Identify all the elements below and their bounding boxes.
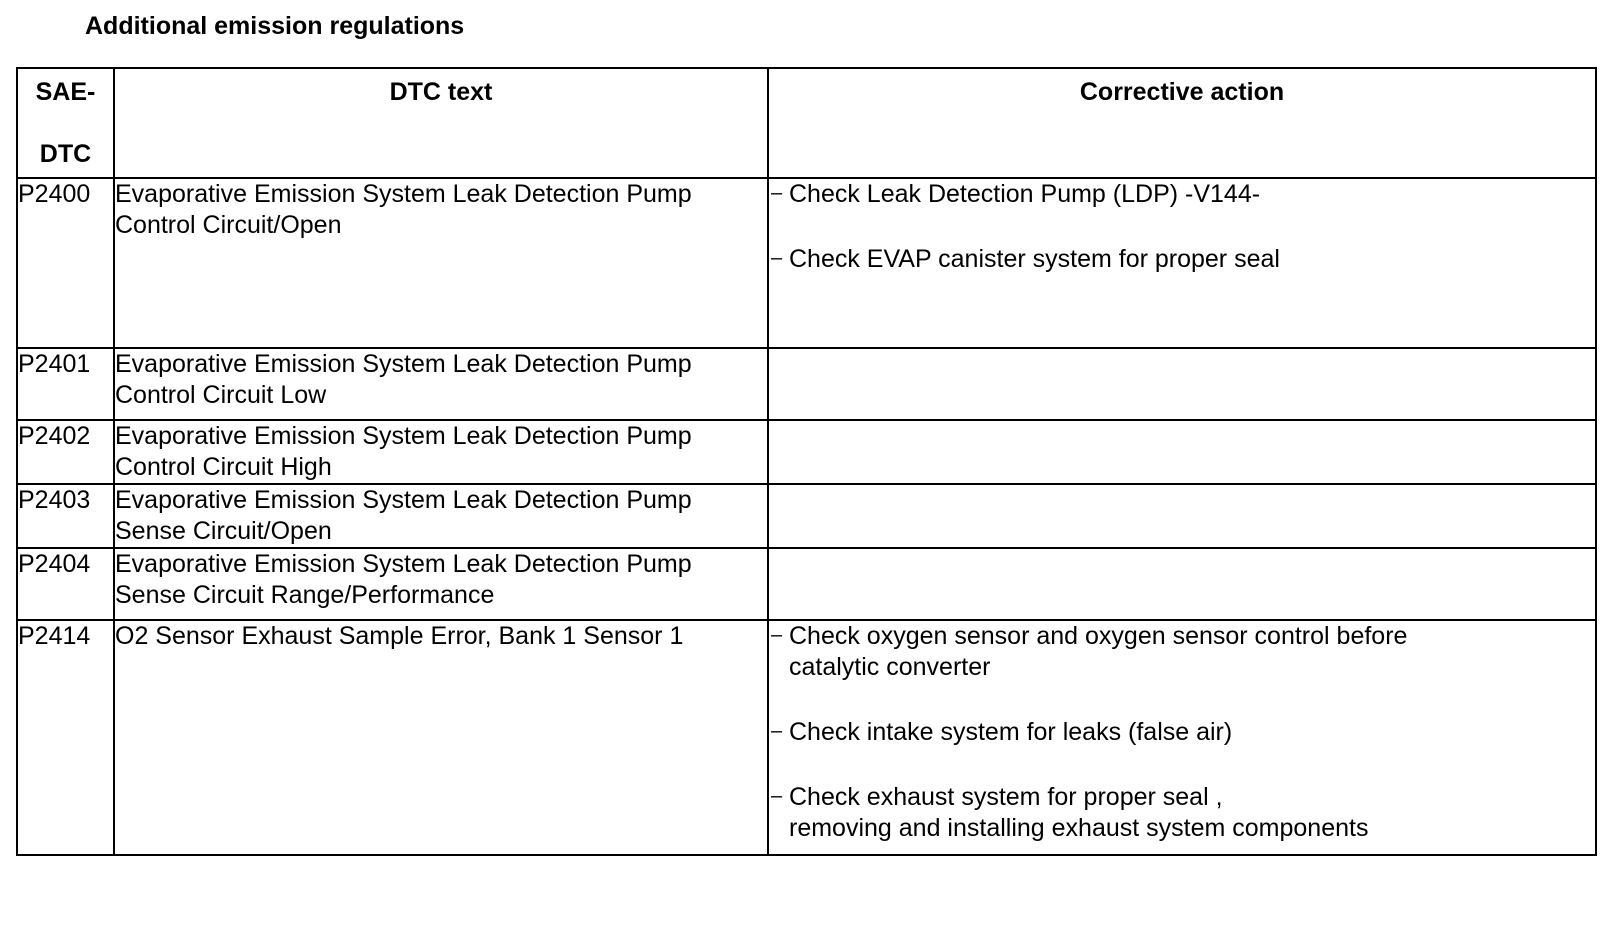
action-text: removing and installing exhaust system components: [789, 814, 1369, 842]
corrective-action: [768, 348, 1596, 420]
dtc-description-line: Evaporative Emission System Leak Detection Pump: [115, 422, 692, 450]
header-sae-dtc-line1: SAE-: [35, 78, 96, 106]
action-text: catalytic converter: [789, 653, 991, 681]
dtc-description-line: Control Circuit/Open: [115, 211, 342, 239]
corrective-action: [768, 548, 1596, 620]
dtc-description-line: Sense Circuit Range/Performance: [115, 581, 495, 609]
dash-bullet: –: [771, 720, 783, 742]
header-corrective-action-label: Corrective action: [1079, 78, 1285, 106]
action-item: [769, 717, 1595, 748]
table-row: [17, 420, 1596, 484]
dtc-description-line: Evaporative Emission System Leak Detection Pump: [115, 550, 692, 578]
corrective-action: [768, 178, 1596, 348]
dtc-code: P2404: [17, 548, 114, 620]
dtc-description-line: Sense Circuit/Open: [115, 517, 332, 545]
action-item: [769, 621, 1595, 683]
dtc-description: [114, 178, 768, 348]
dtc-description: [114, 620, 768, 855]
dash-bullet: –: [771, 247, 783, 269]
header-corrective-action: [768, 68, 1596, 178]
dtc-description-line: Evaporative Emission System Leak Detection Pump: [115, 180, 692, 208]
table-row: [17, 178, 1596, 348]
corrective-action: [768, 420, 1596, 484]
dtc-description: [114, 484, 768, 548]
dash-bullet: –: [771, 182, 783, 204]
table-row: [17, 484, 1596, 548]
corrective-action: [768, 620, 1596, 855]
dtc-code: P2403: [17, 484, 114, 548]
dtc-description: [114, 348, 768, 420]
action-text: Check oxygen sensor and oxygen sensor control before: [789, 622, 1408, 650]
action-item: [769, 244, 1595, 275]
dash-bullet: –: [771, 785, 783, 807]
action-item: [769, 782, 1595, 844]
dtc-description-line: O2 Sensor Exhaust Sample Error, Bank 1 Sensor 1: [115, 622, 684, 650]
header-dtc-text: [114, 68, 768, 178]
header-sae-dtc-line2: DTC: [39, 140, 92, 168]
dtc-code: P2400: [17, 178, 114, 348]
action-text: Check EVAP canister system for proper seal: [789, 245, 1280, 273]
table-row: [17, 620, 1596, 855]
table-row: [17, 548, 1596, 620]
dtc-code: P2401: [17, 348, 114, 420]
action-text: Check intake system for leaks (false air): [789, 718, 1233, 746]
action-item: [769, 179, 1595, 210]
dtc-description-line: Control Circuit High: [115, 453, 332, 481]
dtc-code: P2402: [17, 420, 114, 484]
action-text: Check Leak Detection Pump (LDP) -V144-: [789, 180, 1261, 208]
header-dtc-text-label: DTC text: [389, 78, 493, 106]
dtc-table: [16, 67, 1597, 856]
header-sae-dtc: [17, 68, 114, 178]
dtc-code: P2414: [17, 620, 114, 855]
dtc-description: [114, 548, 768, 620]
page-title: Additional emission regulations: [85, 12, 465, 40]
dtc-description-line: Evaporative Emission System Leak Detection Pump: [115, 350, 692, 378]
dtc-description: [114, 420, 768, 484]
dtc-description-line: Evaporative Emission System Leak Detection Pump: [115, 486, 692, 514]
dtc-description-line: Control Circuit Low: [115, 381, 327, 409]
corrective-action: [768, 484, 1596, 548]
table-header-row: [17, 68, 1596, 178]
dash-bullet: –: [771, 624, 783, 646]
action-text: Check exhaust system for proper seal ,: [789, 783, 1223, 811]
table-row: [17, 348, 1596, 420]
